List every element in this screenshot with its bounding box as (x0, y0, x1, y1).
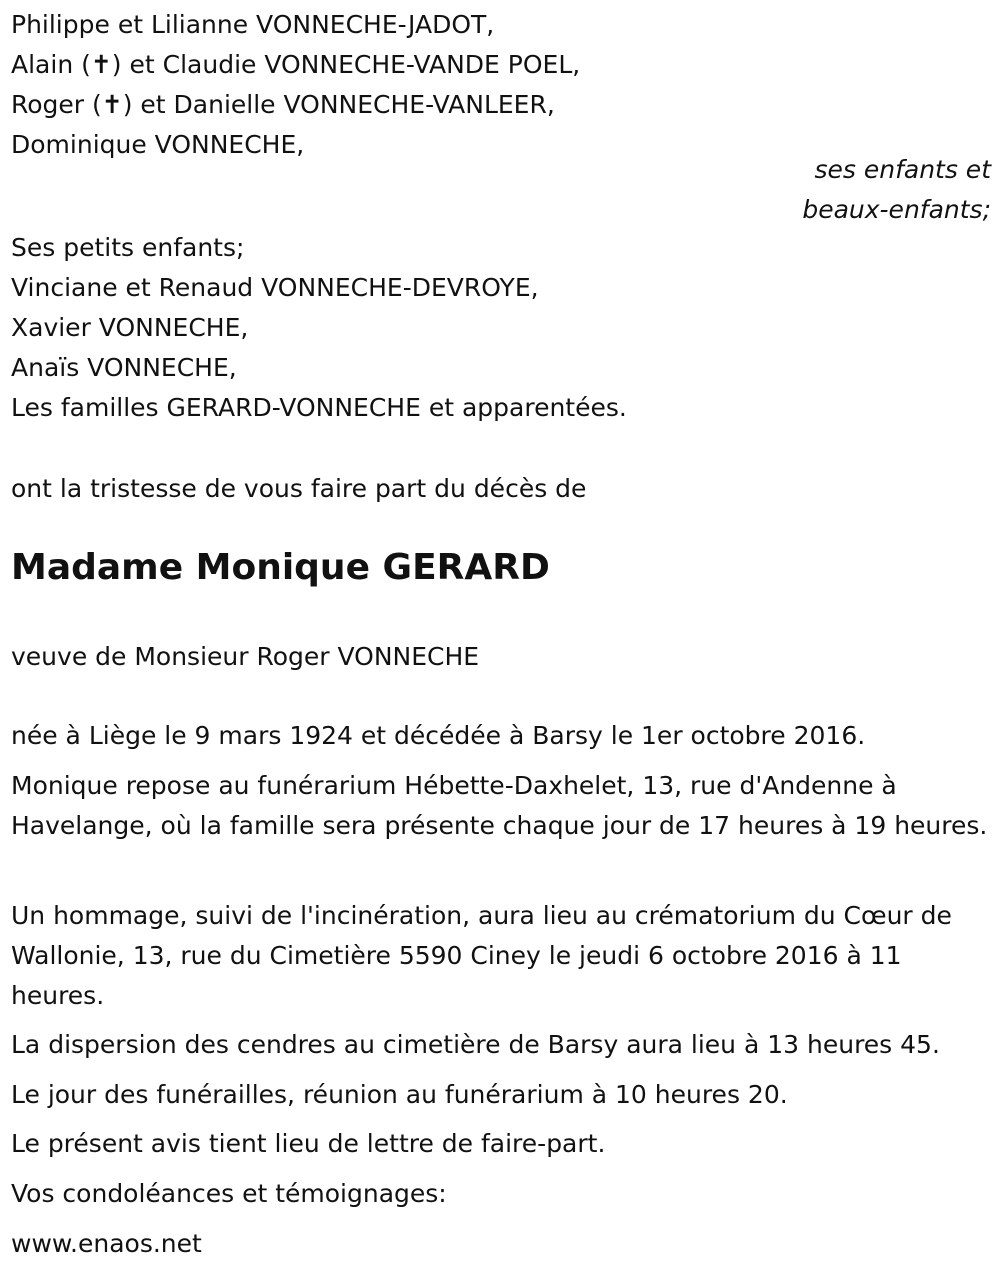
grandchildren-line: Vinciane et Renaud VONNECHE-DEVROYE, (11, 273, 539, 302)
children-line: Dominique VONNECHE, (11, 130, 305, 159)
website-link[interactable]: www.enaos.net (11, 1229, 202, 1258)
children-role-line-2: beaux-enfants; (802, 195, 991, 224)
ceremony-paragraph: Un hommage, suivi de l'incinération, aura lieu au crématorium du Cœur de Wallonie, 13, rue du Cimetière 5590 Ciney le jeudi 6 octobre 2016 à 11 heures. (11, 901, 952, 1010)
deceased-name: Madame Monique GERARD (11, 547, 550, 588)
spouse-text: veuve de Monsieur Roger VONNECHE (11, 642, 480, 671)
grandchildren-line: Les familles GERARD-VONNECHE et apparentées. (11, 393, 627, 422)
condolences-paragraph: Vos condoléances et témoignages: (11, 1179, 447, 1208)
announcement-text: ont la tristesse de vous faire part du décès de (11, 474, 587, 503)
notice-paragraph: Le présent avis tient lieu de lettre de faire-part. (11, 1129, 606, 1158)
children-role-line-1: ses enfants et (814, 155, 991, 184)
ashes-paragraph: La dispersion des cendres au cimetière de Barsy aura lieu à 13 heures 45. (11, 1030, 940, 1059)
grandchildren-line: Xavier VONNECHE, (11, 313, 249, 342)
grandchildren-line: Ses petits enfants; (11, 233, 245, 262)
meeting-paragraph: Le jour des funérailles, réunion au funérarium à 10 heures 20. (11, 1080, 788, 1109)
children-line: Alain (✝) et Claudie VONNECHE-VANDE POEL, (11, 50, 581, 79)
birth-death-paragraph: née à Liège le 9 mars 1924 et décédée à Barsy le 1er octobre 2016. (11, 721, 866, 750)
announcement (11, 469, 991, 509)
grandchildren-line: Anaïs VONNECHE, (11, 353, 237, 382)
spouse (11, 637, 991, 677)
funerarium-paragraph: Monique repose au funérarium Hébette-Daxhelet, 13, rue d'Andenne à Havelange, où la famille sera présente chaque jour de 17 heures à 19 heures. (11, 771, 988, 840)
children-line: Roger (✝) et Danielle VONNECHE-VANLEER, (11, 90, 555, 119)
grandchildren-list (11, 228, 991, 428)
children-line: Philippe et Lilianne VONNECHE-JADOT, (11, 10, 495, 39)
children-list (11, 5, 991, 165)
